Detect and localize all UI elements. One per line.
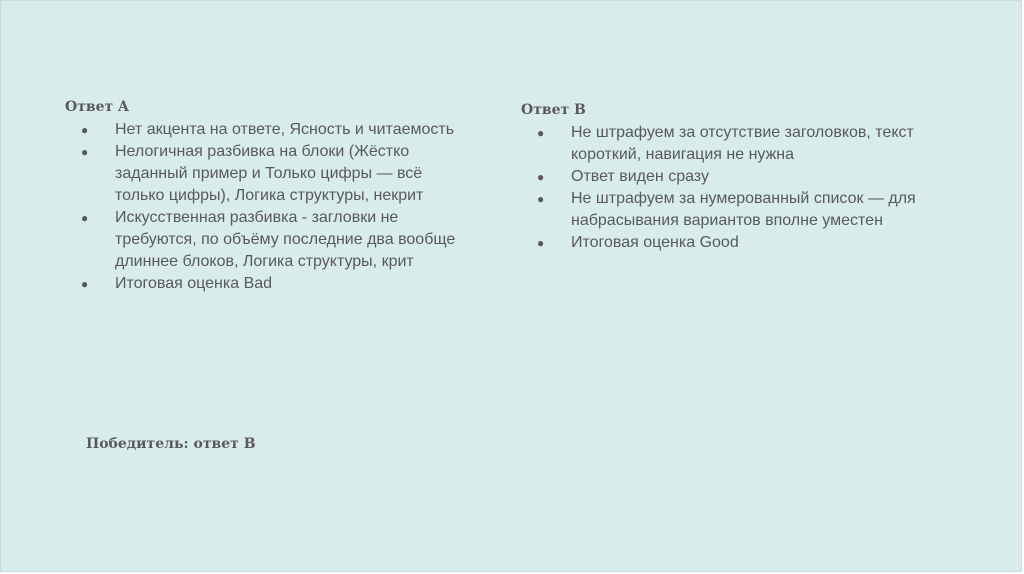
winner-text: Победитель: ответ B bbox=[86, 436, 256, 452]
list-item-text: Ответ виден сразу bbox=[571, 168, 709, 185]
list-item-text: Искусственная разбивка - загловки не требуются, по объёму последние два вообще длиннее блоков, Логика структуры, крит bbox=[115, 209, 456, 270]
answer-a-list bbox=[65, 119, 465, 295]
list-item bbox=[65, 207, 465, 273]
list-item-text: Не штрафуем за нумерованный список — для набрасывания вариантов вполне уместен bbox=[571, 190, 916, 229]
answer-b-title: Ответ B bbox=[521, 102, 586, 118]
list-item-text: Итоговая оценка Bad bbox=[115, 275, 273, 292]
list-item-text: Итоговая оценка Good bbox=[571, 234, 739, 251]
bullet-icon: ● bbox=[81, 211, 89, 225]
list-item bbox=[521, 188, 941, 232]
bullet-icon: ● bbox=[81, 145, 89, 159]
answer-a-title: Ответ A bbox=[65, 99, 129, 115]
bullet-icon: ● bbox=[537, 126, 545, 140]
list-item bbox=[521, 166, 941, 188]
list-item bbox=[65, 273, 465, 295]
list-item-text: Нет акцента на ответе, Ясность и читаемость bbox=[115, 121, 455, 138]
bullet-icon: ● bbox=[81, 277, 89, 291]
bullet-icon: ● bbox=[537, 192, 545, 206]
list-item-text: Не штрафуем за отсутствие заголовков, текст короткий, навигация не нужна bbox=[571, 124, 914, 163]
answer-a-panel bbox=[65, 97, 465, 295]
bullet-icon: ● bbox=[537, 170, 545, 184]
bullet-icon: ● bbox=[81, 123, 89, 137]
list-item bbox=[65, 141, 465, 207]
list-item-text: Нелогичная разбивка на блоки (Жёстко заданный пример и Только цифры — всё только цифры), Логика структуры, некрит bbox=[115, 143, 424, 204]
answer-b-list bbox=[521, 122, 941, 254]
list-item bbox=[65, 119, 465, 141]
list-item bbox=[521, 122, 941, 166]
answer-b-panel bbox=[521, 100, 941, 254]
list-item bbox=[521, 232, 941, 254]
bullet-icon: ● bbox=[537, 236, 545, 250]
